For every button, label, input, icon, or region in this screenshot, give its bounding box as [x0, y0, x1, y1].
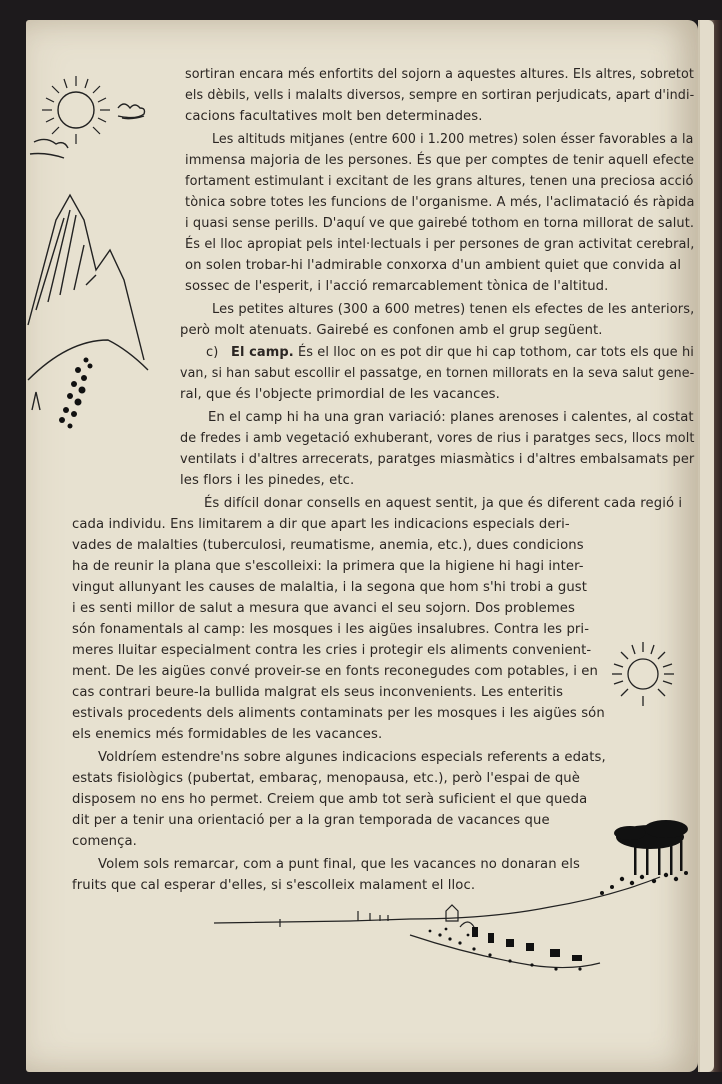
text-line: ha de reunir la plana que s'escolleixi: la primera que la higiene hi hagi inter-: [72, 559, 584, 574]
section-heading-camp: [206, 345, 694, 361]
sun-icon: [58, 92, 94, 128]
text-line: meres lluitar especialment contra les cries i protegir els aliments convenient-: [72, 643, 592, 658]
text-line: els enemics més formidables de les vacances.: [72, 727, 383, 742]
next-page-edge: [698, 20, 722, 1072]
text-line: són fonamentals al camp: les mosques i les aigües insalubres. Contra les pri-: [72, 622, 590, 637]
text-line: ventilats i d'altres arrecerats, paratges miasmàtics i d'altres embalsamats per: [180, 452, 695, 467]
text-line: És difícil donar consells en aquest sentit, ja que és diferent cada regió i: [204, 496, 683, 511]
text-line: dit per a tenir una orientació per a la gran temporada de vacances que: [72, 813, 550, 828]
text-line: immensa majoria de les persones. És que per comptes de tenir aquell efecte: [185, 153, 695, 168]
text-line: vingut allunyant les causes de malaltia, i la segona que hom s'hi trobi a gust: [72, 580, 588, 595]
text-line: En el camp hi ha una gran variació: planes arenoses i calentes, al costat: [208, 410, 694, 425]
text-line: cas contrari beure-la bullida malgrat els seus inconvenients. Les enteritis: [72, 685, 564, 700]
text-line: els dèbils, vells i malalts diversos, sempre en sortiran perjudicats, apart d'indi-: [185, 88, 695, 103]
text-line: Volem sols remarcar, com a punt final, que les vacances no donaran els: [98, 857, 580, 872]
text-line: sossec de l'esperit, i l'acció remarcablement tònica de l'altitud.: [185, 279, 609, 294]
text-line: Les altituds mitjanes (entre 600 i 1.200 metres) solen ésser favorables a la: [212, 132, 694, 147]
text-line: ment. De les aigües convé proveir-se en fonts reconegudes com potables, i en: [72, 664, 598, 679]
sun-icon: [628, 659, 658, 689]
text-line: i quasi sense perills. D'aquí ve que gairebé tothom en torna millorat de salut.: [185, 216, 695, 231]
text-line: però molt atenuats. Gairebé es confonen amb el grup següent.: [180, 323, 603, 338]
text-line: comença.: [72, 834, 137, 849]
text-line: sortiran encara més enfortits del sojorn a aquestes altures. Els altres, sobretot: [185, 67, 695, 82]
section-title: El camp.: [231, 345, 294, 360]
text-line: disposem no ens ho permet. Creiem que amb tot serà suficient el que queda: [72, 792, 588, 807]
text-line: van, si han sabut escollir el passatge, en tornen millorats en la seva salut gene-: [180, 366, 695, 381]
text-line: tònica sobre totes les funcions de l'organisme. A més, l'aclimatació és ràpida: [185, 195, 695, 210]
sun-illustration: [610, 638, 676, 710]
section-text: És el lloc on es pot dir que hi cap tothom, car tots els que hi: [297, 345, 694, 360]
section-marker: c): [206, 345, 219, 360]
mountain-sun-illustration: [26, 70, 156, 440]
text-line: ral, que és l'objecte primordial de les vacances.: [180, 387, 500, 402]
text-line: de fredes i amb vegetació exhuberant, vores de rius i paratges secs, llocs molt: [180, 431, 695, 446]
text-line: les flors i les pinedes, etc.: [180, 473, 355, 488]
text-line: Voldríem estendre'ns sobre algunes indicacions especials referents a edats,: [98, 750, 606, 765]
text-line: on solen trobar-hi l'admirable conxorxa d'un ambient quiet que convida al: [185, 258, 682, 273]
text-line: vades de malalties (tuberculosi, reumatisme, anemia, etc.), dues condicions: [72, 538, 584, 553]
coastal-landscape-illustration: [210, 815, 700, 995]
text-line: estivals procedents dels aliments contaminats per les mosques i les aigües són: [72, 706, 605, 721]
text-line: estats fisiològics (pubertat, embaraç, menopausa, etc.), però l'espai de què: [72, 771, 580, 786]
text-line: fruits que cal esperar d'elles, si s'escolleix malament el lloc.: [72, 878, 476, 893]
text-line: i es senti millor de salut a mesura que avanci el seu sojorn. Dos problemes: [72, 601, 575, 616]
text-line: És el lloc apropiat pels intel·lectuals i per persones de gran activitat cerebral,: [185, 237, 695, 252]
text-line: cacions facultatives molt ben determinades.: [185, 109, 483, 124]
text-line: Les petites altures (300 a 600 metres) tenen els efectes de les anteriors,: [212, 302, 695, 317]
text-line: cada individu. Ens limitarem a dir que apart les indicacions especials deri-: [72, 517, 570, 532]
text-line: fortament estimulant i excitant de les grans altures, tenen una preciosa acció: [185, 174, 694, 189]
